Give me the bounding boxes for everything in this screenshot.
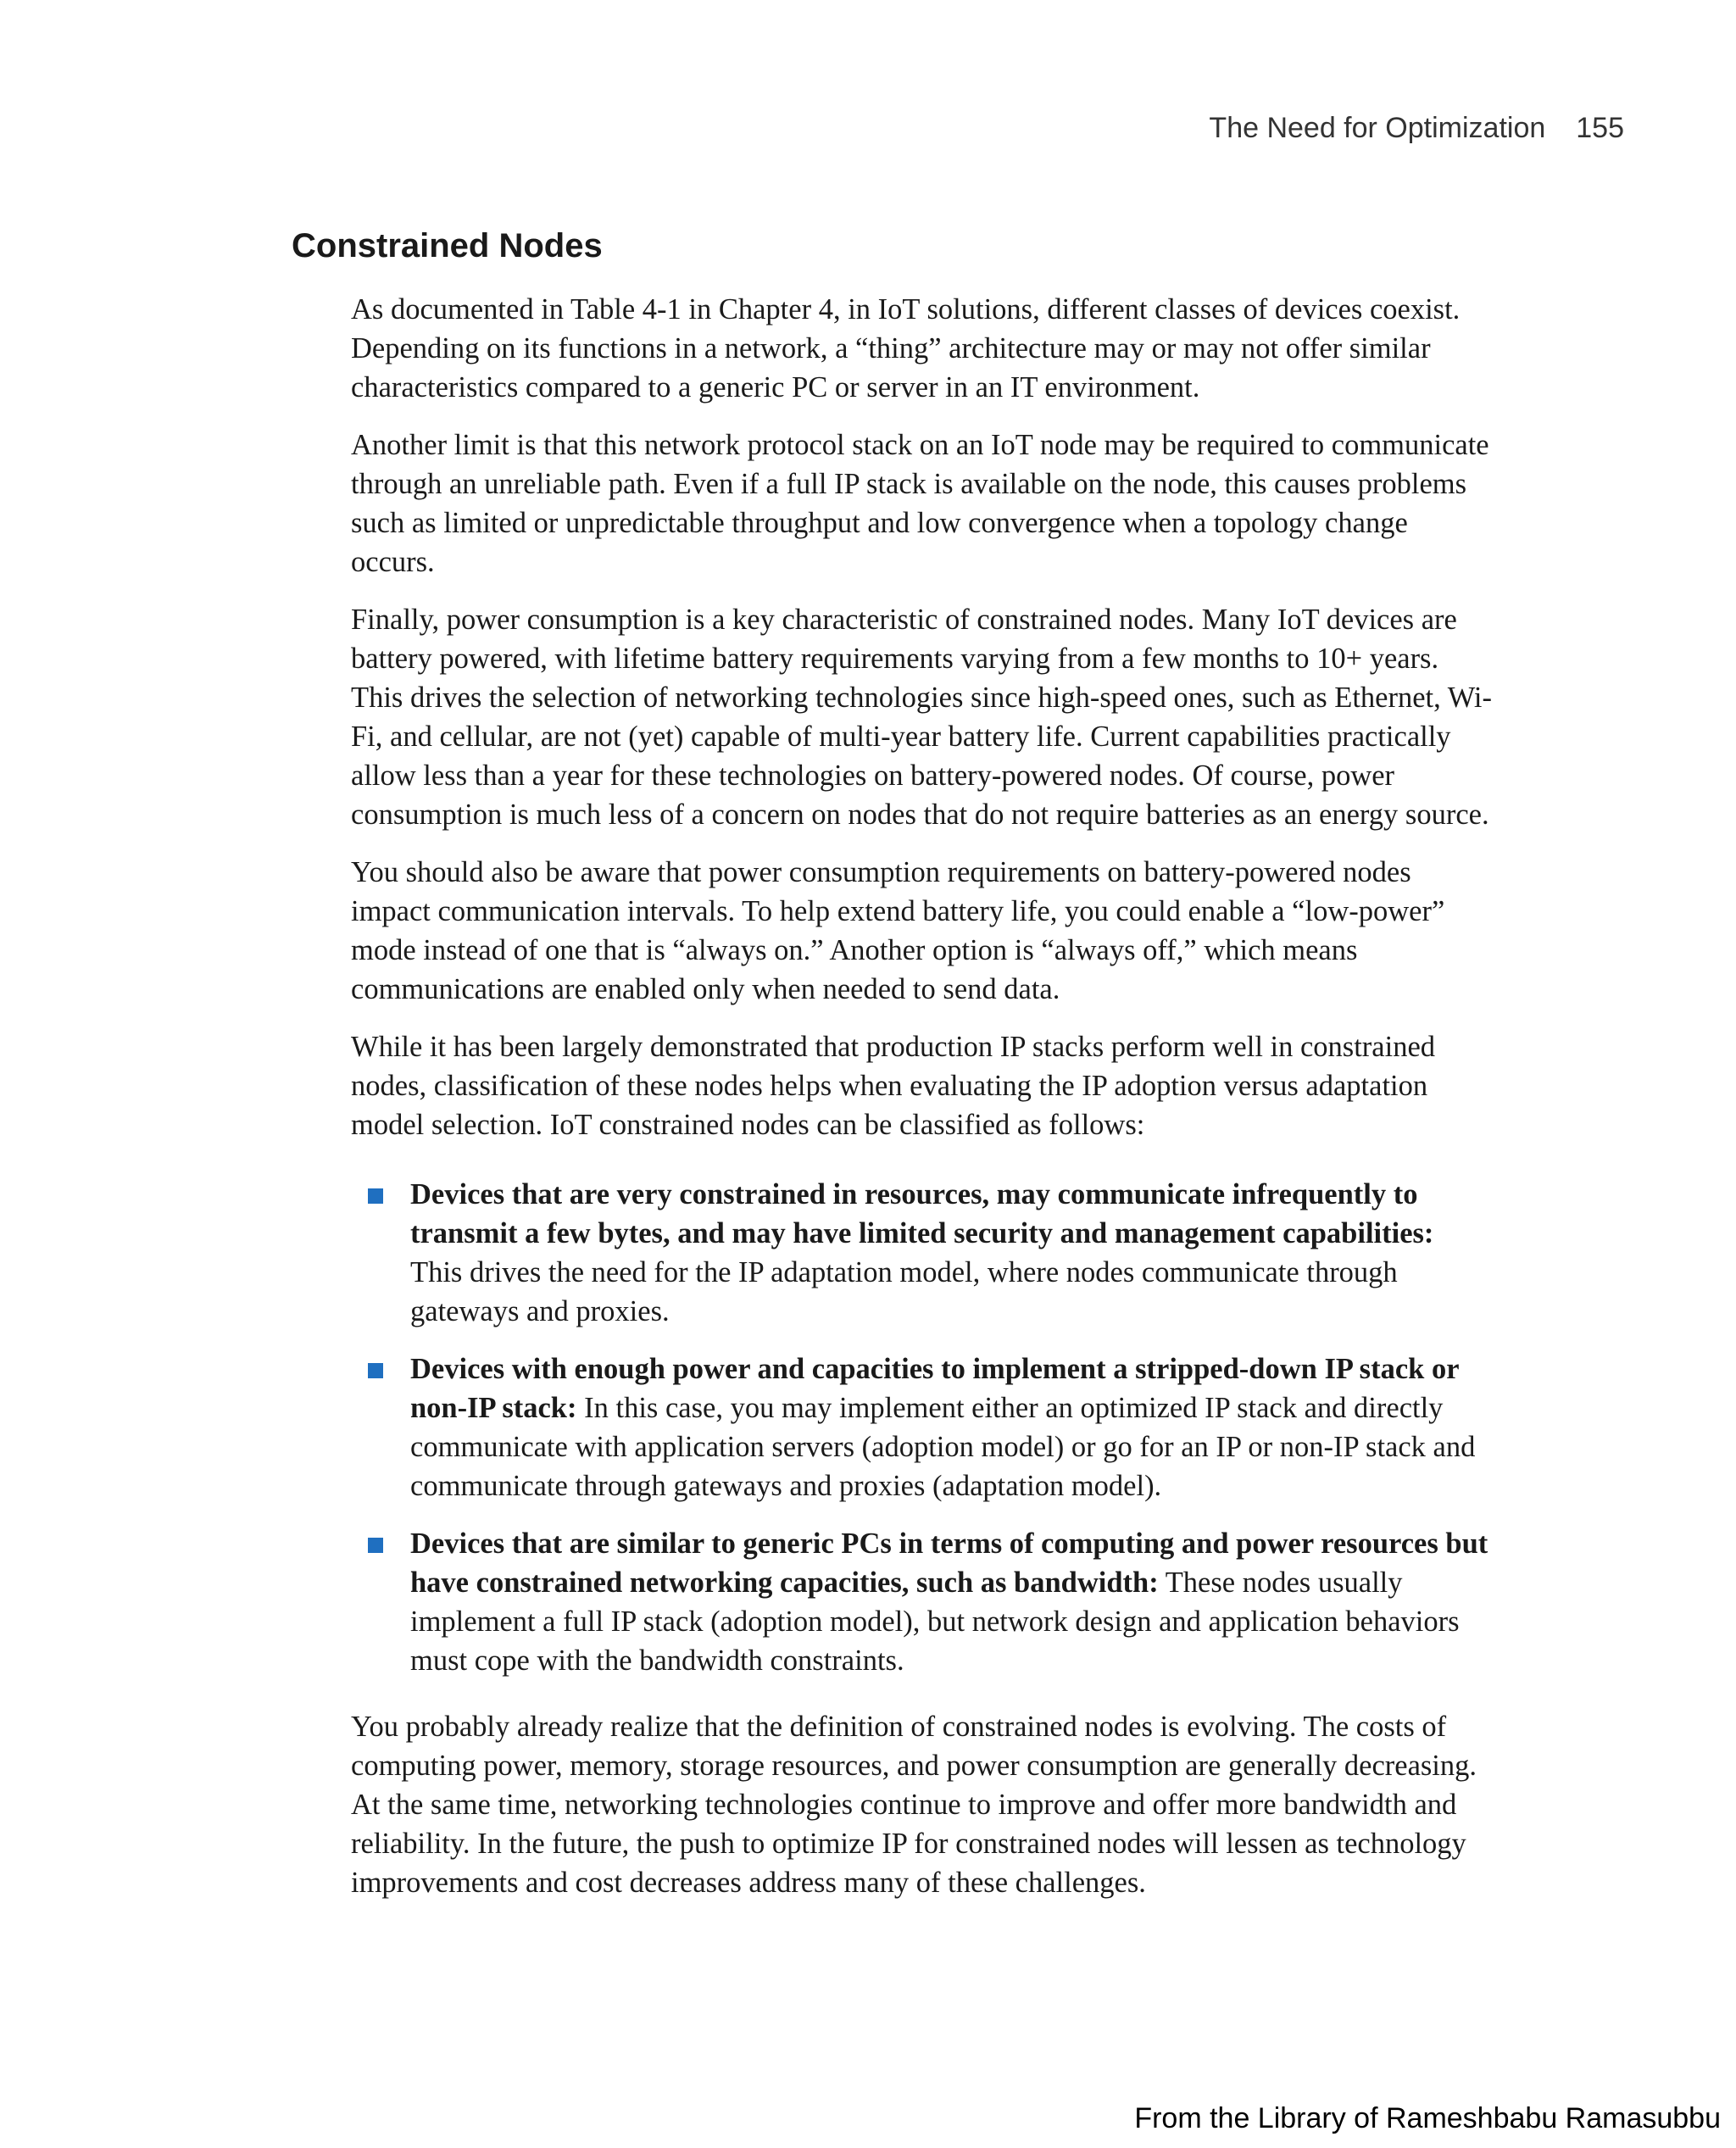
running-title: The Need for Optimization — [1209, 112, 1546, 144]
list-item — [410, 1349, 1492, 1505]
paragraph-closing: You probably already realize that the definition of constrained nodes is evolving. The costs of computing power, memory, storage resources, and power consumption are generally decreasing. At the same time, networking technologies continue to improve and offer more bandwidth and reliability. In the future, the push to optimize IP for constrained nodes will lessen as technology improvements and cost decreases address many of these challenges. — [351, 1711, 1477, 1899]
bullet-square-icon — [368, 1363, 383, 1378]
body-text — [351, 290, 1492, 1921]
paragraph-communication-intervals: You should also be aware that power consumption requirements on battery-powered nodes impact communication intervals. To help extend battery life, you could enable a “low-power” mode instead of one that is “always on.” Another option is “always off,” which means communications are enabled only when needed to send data. — [351, 856, 1445, 1005]
paragraph-classification-intro: While it has been largely demonstrated that production IP stacks perform well in constrained nodes, classification of these nodes helps when evaluating the IP adoption versus adaptation model selection. IoT constrained nodes can be classified as follows: — [351, 1031, 1436, 1141]
list-item — [410, 1524, 1492, 1680]
page-number: 155 — [1576, 112, 1624, 144]
list-item-lead: Devices that are very constrained in resources, may communicate infrequently to transmit a few bytes, and may have limited security and management capabilities: — [410, 1178, 1434, 1249]
list-item-text: In this case, you may implement either an optimized IP stack and directly communicate with application servers (adoption model) or go for an IP or non-IP stack and communicate through gateways and proxies (adaptation model). — [410, 1392, 1476, 1502]
list-item-lead: Devices that are similar to generic PCs in terms of computing and power resources but have constrained networking capacities, such as bandwidth: — [410, 1528, 1488, 1599]
node-classes-list — [351, 1175, 1492, 1680]
bullet-square-icon — [368, 1538, 383, 1553]
list-item-lead: Devices with enough power and capacities to implement a stripped-down IP stack or non-IP stack: — [410, 1353, 1459, 1424]
list-item-text: These nodes usually implement a full IP stack (adoption model), but network design and application behaviors must cope with the bandwidth constraints. — [410, 1566, 1460, 1677]
running-head — [1209, 112, 1624, 145]
bullet-square-icon — [368, 1188, 383, 1204]
paragraph-classes-of-devices: As documented in Table 4-1 in Chapter 4, in IoT solutions, different classes of devices coexist. Depending on its functions in a network, a “thing” architecture may or may not offer similar characteristics compared to a generic PC or server in an IT environment. — [351, 293, 1461, 403]
paragraph-power-consumption: Finally, power consumption is a key characteristic of constrained nodes. Many IoT devices are battery powered, with lifetime battery requirements varying from a few months to 10+ years. This drives the selection of networking technologies since high-speed ones, such as Ethernet, Wi-Fi, and cellular, are not (yet) capable of multi-year battery life. Current capabilities practically allow less than a year for these technologies on battery-powered nodes. Of course, power consumption is much less of a concern on nodes that do not require batteries as an energy source. — [351, 604, 1493, 831]
paragraph-unreliable-path: Another limit is that this network protocol stack on an IoT node may be required to communicate through an unreliable path. Even if a full IP stack is available on the node, this causes problems such as limited or unpredictable throughput and low convergence when a topology change occurs. — [351, 429, 1489, 578]
list-item-text: This drives the need for the IP adaptation model, where nodes communicate through gateways and proxies. — [410, 1256, 1398, 1327]
list-item — [410, 1175, 1492, 1331]
section-title: Constrained Nodes — [292, 227, 603, 264]
library-watermark: From the Library of Rameshbabu Ramasubbu — [1134, 2102, 1721, 2134]
